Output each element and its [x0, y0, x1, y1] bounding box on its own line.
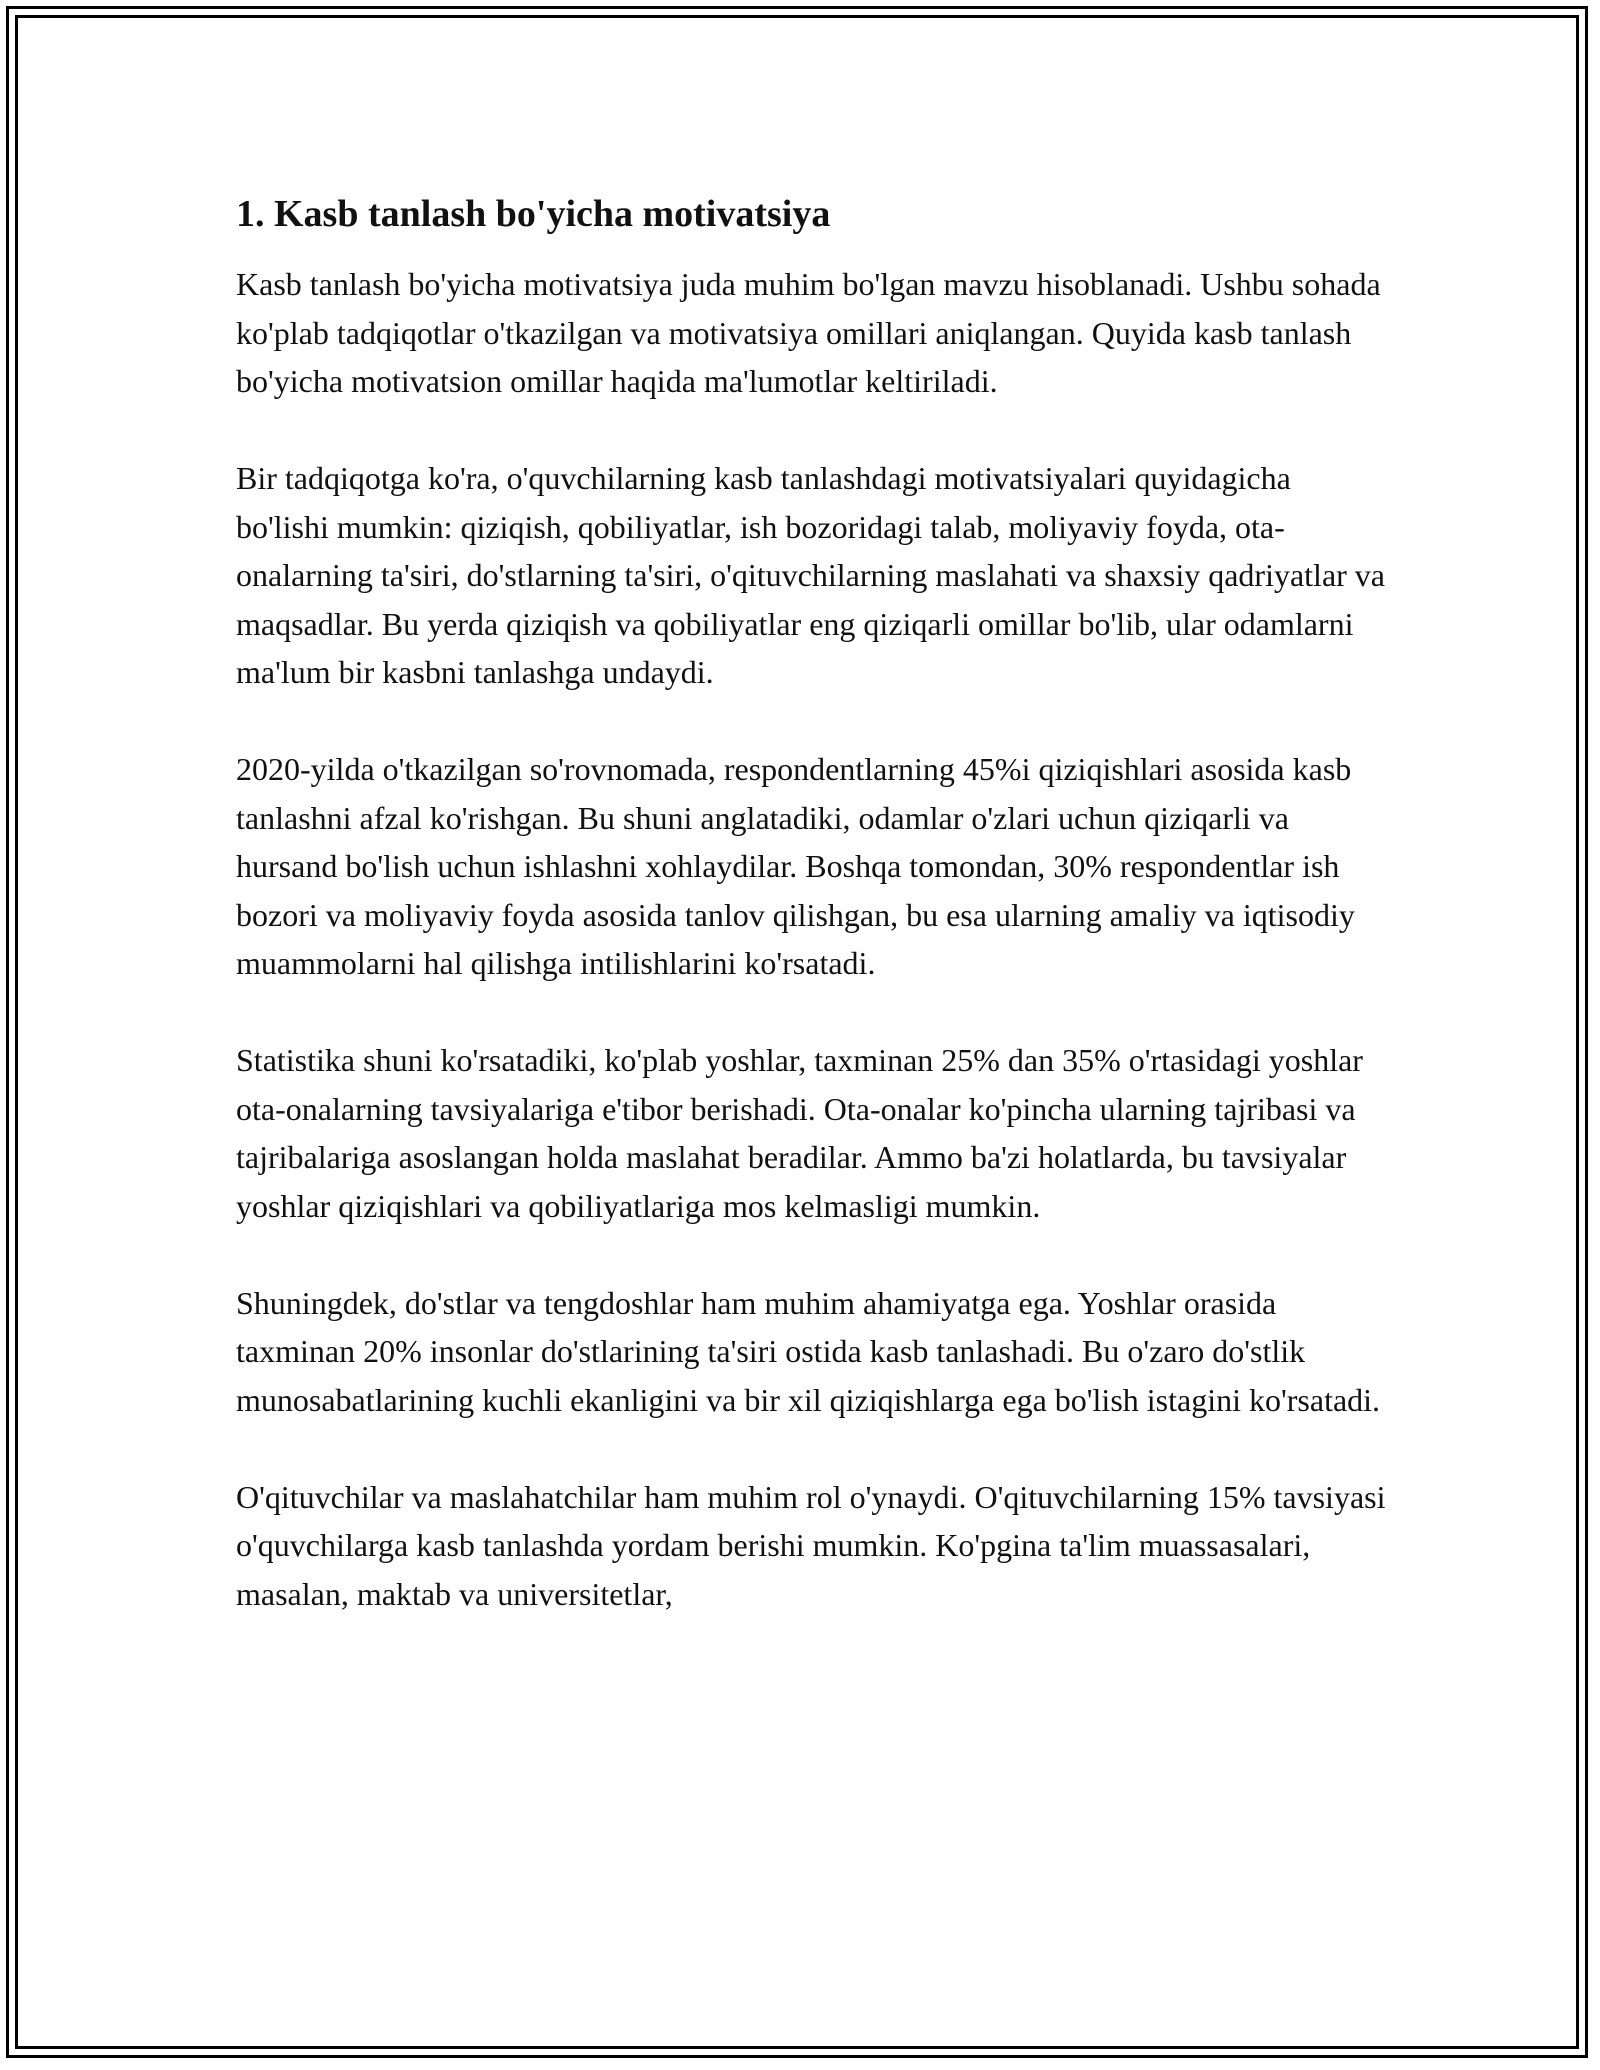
paragraph-intro: Kasb tanlash bo'yicha motivatsiya juda muhim bo'lgan mavzu hisoblanadi. Ushbu sohada ko'plab tadqiqotlar o'tkazilgan va motivatsiya omillari aniqlangan. Quyida kasb tanlash bo'yicha motivatsion omillar haqida ma'lumotlar keltiriladi. — [236, 266, 1381, 399]
paragraph-teachers-influence: O'qituvchilar va maslahatchilar ham muhim rol o'ynaydi. O'qituvchilarning 15% tavsiyasi o'quvchilarga kasb tanlashda yordam berishi mumkin. Ko'pgina ta'lim muassasalari, masalan, maktab va universitetlar, — [236, 1478, 1386, 1612]
section-heading: 1. Kasb tanlash bo'yicha motivatsiya — [236, 193, 831, 235]
paragraph-survey-2020: 2020-yilda o'tkazilgan so'rovnomada, respondentlarning 45%i qiziqishlari asosida kasb tanlashni afzal ko'rishgan. Bu shuni anglatadiki, odamlar o'zlari uchun qiziqarli va hursand bo'lish uchun ishlashni xohlaydilar. Boshqa tomondan, 30% respondentlar ish bozori va moliyaviy foyda asosida tanlov qilishgan, bu esa ularning amaliy va iqtisodiy muammolarni hal qilishga intilishlarini ko'rsatadi. — [236, 751, 1355, 981]
paragraph-friends-influence: Shuningdek, do'stlar va tengdoshlar ham muhim ahamiyatga ega. Yoshlar orasida taxminan 20% insonlar do'stlarining ta'siri ostida kasb tanlashadi. Bu o'zaro do'stlik munosabatlarining kuchli ekanligini va bir xil qiziqishlarga ega bo'lish istagini ko'rsatadi. — [236, 1284, 1381, 1418]
paragraph-parents-influence: Statistika shuni ko'rsatadiki, ko'plab yoshlar, taxminan 25% dan 35% o'rtasidagi yoshlar ota-onalarning tavsiyalariga e'tibor berishadi. Ota-onalar ko'pincha ularning tajribasi va tajribalariga asoslangan holda maslahat beradilar. Ammo ba'zi holatlarda, bu tavsiyalar yoshlar qiziqishlari va qobiliyatlariga mos kelmasligi mumkin. — [236, 1042, 1363, 1224]
document-body — [236, 188, 1386, 1618]
paragraph-research-factors: Bir tadqiqotga ko'ra, o'quvchilarning kasb tanlashdagi motivatsiyalari quyidagicha bo'lishi mumkin: qiziqish, qobiliyatlar, ish bozoridagi talab, moliyaviy foyda, ota-onalarning ta'siri, do'stlarning ta'siri, o'qituvchilarning maslahati va shaxsiy qadriyatlar va maqsadlar. Bu yerda qiziqish va qobiliyatlar eng qiziqarli omillar bo'lib, ular odamlarni ma'lum bir kasbni tanlashga undaydi. — [236, 460, 1385, 690]
